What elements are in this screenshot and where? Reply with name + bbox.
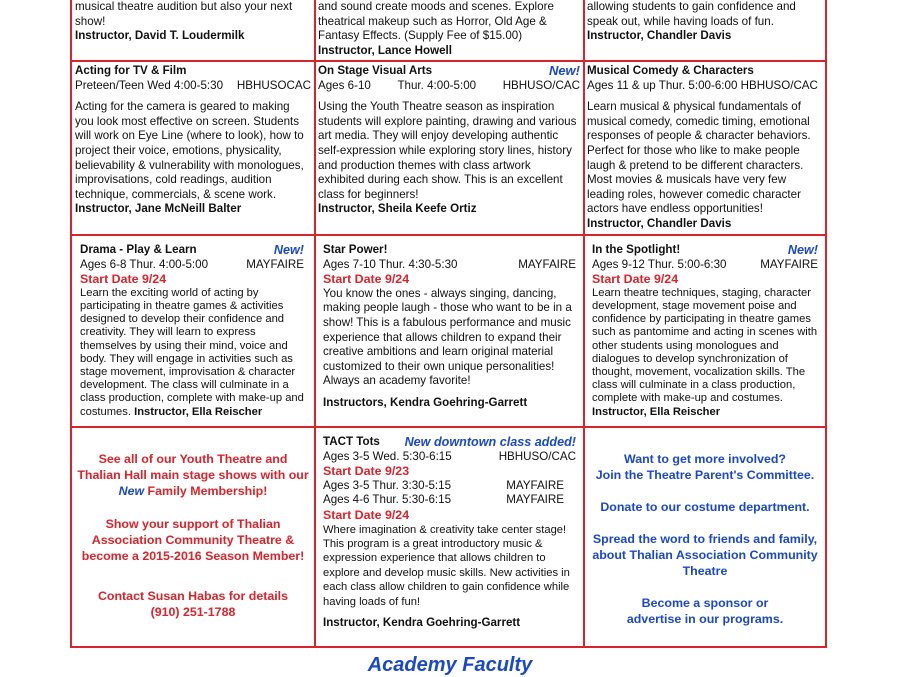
class-description: Where imagination & creativity take center stage! This program is a great introductory music & expression experience that allows children to explore and develop music skills. New activities in each class allow children to gain confidence while having loads of fun! [323, 523, 570, 608]
class-description: Using the Youth Theatre season as inspiration students will explore painting, drawing and various art media. They will enjoy developing authentic self-expression while exploring story lines, history and production themes with class artwork exhibited during each show. This is an excellent class for beginners! [318, 100, 577, 201]
promo-line: Want to get more involved? [623, 452, 786, 466]
class-location: HBHUSO/CAC [498, 449, 576, 463]
new-badge: New! [548, 64, 580, 78]
class-location: MAYFAIRE [518, 257, 576, 271]
class-cell-visual-arts [318, 64, 580, 234]
class-title: In the Spotlight! [592, 243, 681, 256]
class-description: Learn musical & physical fundamentals of musical comedy, comedic timing, emotional responses of people & character behaviors. Perfect for those who like to make people laugh & pretend to be different characters. Most movies & musicals have very few leading roles, however comedic character actors have endless opportunities! [587, 100, 811, 216]
promo-line: become a 2015-2016 Season Member! [81, 549, 305, 563]
class-description-line: allowing students to gain confidence and [587, 0, 796, 13]
class-location: HBHUSO/CAC [502, 78, 580, 92]
class-ages: Ages 6-10 [318, 78, 371, 92]
instructor-name: Instructor, Ella Reischer [134, 405, 263, 418]
class-schedule [80, 258, 304, 273]
promo-line: Spread the word to friends and family, [592, 532, 818, 546]
class-description-text: Learn the exciting world of acting by participating in theatre games & activities designed to develop their confidence and creativity. They will learn to express themselves by using their mind, voice and body. They will engage in activities such as stage movement, improvisation & character development. The class will culminate in a class production, complete with make-up and costumes. [80, 286, 304, 418]
class-ages-time: Ages 6-8 Thur. 4:00-5:00 [80, 257, 209, 271]
new-badge: New downtown class added! [404, 435, 576, 449]
class-schedule: Ages 11 & up Thur. 5:00-6:00 HBHUSO/CAC [587, 78, 818, 92]
instructor-name: Instructors, Kendra Goehring-Garrett [323, 395, 528, 409]
promo-line [75, 483, 311, 499]
row-divider [72, 426, 825, 428]
class-schedule [323, 479, 576, 494]
contact-phone: (910) 251-1788 [150, 605, 236, 619]
class-location: MAYFAIRE [246, 257, 304, 271]
class-schedule [323, 258, 576, 273]
start-date: Start Date 9/24 [323, 272, 410, 287]
class-location: HBHUSOCAC [236, 78, 311, 92]
row-divider [72, 60, 825, 62]
start-date: Start Date 9/24 [592, 272, 679, 287]
class-schedule [75, 79, 311, 94]
class-schedule-grid [70, 0, 827, 648]
instructor-name: Instructor, Jane McNeill Balter [75, 202, 242, 216]
get-involved-promo [587, 451, 823, 641]
instructor-name: Instructor, Ella Reischer [592, 405, 721, 418]
promo-line: Donate to our costume department. [600, 500, 810, 514]
class-title: Acting for TV & Film [75, 64, 187, 77]
class-description: Acting for the camera is geared to making you look most effective on screen. Students will work on Eye Line (where to look), how to project their voice, emotions, physicality, believability & vulnerability with monologues, improvisations, cold readings, audition technique, commercials, & scene work. [75, 100, 304, 201]
class-cell-tact-tots [323, 435, 576, 645]
class-cell-star-power [323, 243, 576, 426]
class-ages-time: Ages 3-5 Wed. 5:30-6:15 [323, 449, 452, 463]
start-date: Start Date 9/24 [323, 507, 410, 522]
class-location: MAYFAIRE [506, 478, 564, 492]
instructor-name: Instructor, Sheila Keefe Ortiz [318, 202, 477, 216]
class-header [592, 243, 818, 258]
class-description: Learn theatre techniques, staging, character development, stage movement poise and confidence by participating in theatre games such as pantomime and acting in scenes with other students using monologues and dialogues to develop synchronization of thought, movement, vocalization skills. The class will culminate in a class production, complete with make-up and costumes. [592, 286, 818, 405]
promo-line: Thalian Hall main stage shows with our [77, 468, 309, 482]
class-ages-time: Ages 3-5 Thur. 3:30-5:15 [323, 478, 452, 492]
class-title: Drama - Play & Learn [80, 243, 197, 256]
column-divider [314, 0, 316, 646]
instructor-name: Instructor, Lance Howell [318, 43, 453, 57]
class-title: Musical Comedy & Characters [587, 64, 754, 77]
class-ages-time: Preteen/Teen Wed 4:00-5:30 [75, 78, 224, 92]
class-header [323, 435, 576, 450]
class-schedule [323, 450, 576, 465]
promo-line: Theatre [682, 564, 728, 578]
instructor-name: Instructor, Chandler Davis [587, 216, 732, 230]
column-divider [583, 0, 585, 646]
class-header [318, 64, 580, 79]
class-description: You know the ones - always singing, dancing, making people laugh - those who want to be in a show! This is a fabulous performance and music experience that allows children to expand their creative ambitions and learn original material customized to their own unique personalities! Always an academy favorite! [323, 286, 572, 388]
class-cell-musical-comedy [587, 64, 823, 234]
class-description [80, 287, 304, 419]
promo-line: advertise in our programs. [626, 612, 784, 626]
class-cell-comedy-cont [587, 0, 823, 60]
class-cell-makeup [318, 0, 580, 60]
class-header [80, 243, 304, 258]
promo-line: Association Community Theatre & [91, 533, 295, 547]
class-description-line: show! [75, 14, 106, 28]
promo-line: Show your support of Thalian [105, 517, 281, 531]
promo-line: about Thalian Association Community [592, 548, 818, 562]
class-ages-time: Ages 9-12 Thur. 5:00-6:30 [592, 257, 727, 271]
class-location: MAYFAIRE [760, 257, 818, 271]
class-time: Thur. 4:00-5:00 [397, 78, 477, 92]
class-schedule [592, 258, 818, 273]
promo-line: Join the Theatre Parent's Committee. [595, 468, 815, 482]
start-date: Start Date 9/24 [80, 272, 167, 287]
contact-line: Contact Susan Habas for details [97, 589, 289, 603]
instructor-name: Instructor, Chandler Davis [587, 29, 732, 43]
class-description-line: theatrical makeup such as Horror, Old Age & [318, 14, 547, 28]
section-heading-faculty: Academy Faculty [367, 654, 533, 676]
new-badge: New! [787, 243, 818, 257]
class-cell-spotlight [592, 243, 818, 426]
start-date: Start Date 9/23 [323, 464, 410, 479]
class-description-line: Fantasy Effects. (Supply Fee of $15.00) [318, 29, 523, 43]
class-ages-time: Ages 7-10 Thur. 4:30-5:30 [323, 257, 458, 271]
class-cell-drama [80, 243, 304, 426]
promo-line: Become a sponsor or [641, 596, 769, 610]
class-title: On Stage Visual Arts [318, 64, 433, 77]
instructor-name: Instructor, Kendra Goehring-Garrett [323, 616, 521, 629]
class-title: TACT Tots [323, 435, 380, 448]
class-location: MAYFAIRE [506, 493, 564, 507]
class-schedule [318, 79, 580, 94]
class-schedule [323, 493, 576, 508]
class-description-line: speak out, while having loads of fun. [587, 14, 774, 28]
new-badge: New! [273, 243, 304, 257]
class-cell-acting-tv-film [75, 64, 311, 234]
membership-promo [75, 451, 311, 641]
promo-line-rest: Family Membership! [144, 484, 268, 498]
class-description-line: and sound create moods and scenes. Explore [318, 0, 554, 13]
instructor-name: Instructor, David T. Loudermilk [75, 29, 245, 43]
class-description-line: musical theatre audition but also your next [75, 0, 293, 13]
class-ages-time: Ages 4-6 Thur. 5:30-6:15 [323, 493, 452, 507]
new-emphasis: New [118, 484, 145, 498]
promo-line: See all of our Youth Theatre and [98, 452, 288, 466]
row-divider [72, 234, 825, 236]
class-title: Star Power! [323, 243, 388, 256]
class-cell-musical-audition [75, 0, 311, 60]
